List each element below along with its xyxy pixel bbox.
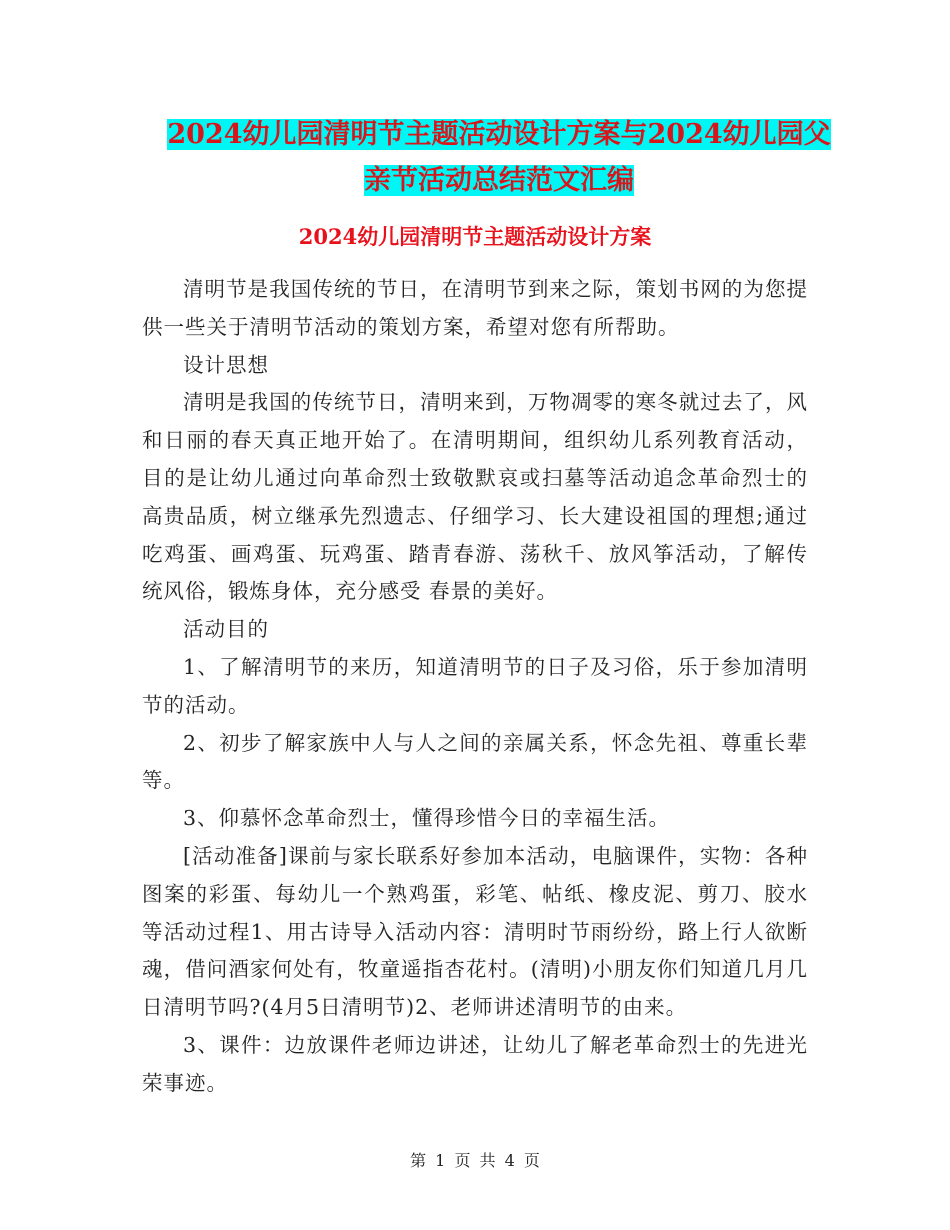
document-body: [142, 271, 808, 1103]
document-title: [140, 112, 858, 204]
paragraph-goal-1: 1、了解清明节的来历，知道清明节的日子及习俗，乐于参加清明节的活动。: [142, 654, 808, 717]
section-title: 2024幼儿园清明节主题活动设计方案: [298, 224, 652, 249]
paragraph-preparation: [活动准备]课前与家长联系好参加本活动，电脑课件，实物：各种图案的彩蛋、每幼儿一个熟鸡蛋，彩笔、帖纸、橡皮泥、剪刀、胶水等活动过程1、用古诗导入活动内容：清明时节雨纷纷，路上行人欲断魂，借问酒家何处有，牧童遥指杏花村。(清明)小朋友你们知道几月几日清明节吗?(4月5日清明节)2、老师讲述清明节的由来。: [142, 843, 808, 1020]
page-number-footer: 第 1 页 共 4 页: [410, 1151, 540, 1170]
paragraph-goal-3: 3、仰慕怀念革命烈士，懂得珍惜今日的幸福生活。: [183, 806, 671, 831]
document-title-line-2: 亲节活动总结范文汇编: [364, 165, 634, 196]
document-title-line-1: 2024幼儿园清明节主题活动设计方案与2024幼儿园父: [167, 119, 831, 150]
paragraph-courseware: 3、课件：边放课件老师边讲述，让幼儿了解老革命烈士的先进光荣事迹。: [142, 1032, 808, 1095]
heading-activity-goals: 活动目的: [183, 617, 269, 642]
paragraph-intro: 清明节是我国传统的节日，在清明节到来之际，策划书网的为您提供一些关于清明节活动的策划方案，希望对您有所帮助。: [142, 277, 808, 339]
paragraph-goal-2: 2、初步了解家族中人与人之间的亲属关系，怀念先祖、尊重长辈等。: [142, 730, 808, 793]
heading-design-idea: 设计思想: [183, 352, 269, 377]
paragraph-design-idea: 清明是我国的传统节日，清明来到，万物凋零的寒冬就过去了，风和日丽的春天真正地开始了。在清明期间，组织幼儿系列教育活动，目的是让幼儿通过向革命烈士致敬默哀或扫墓等活动追念革命烈士的高贵品质，树立继承先烈遗志、仔细学习、长大建设祖国的理想;通过吃鸡蛋、画鸡蛋、玩鸡蛋、踏青春游、荡秋千、放风筝活动，了解传统风俗，锻炼身体，充分感受 春景的美好。: [142, 390, 808, 604]
